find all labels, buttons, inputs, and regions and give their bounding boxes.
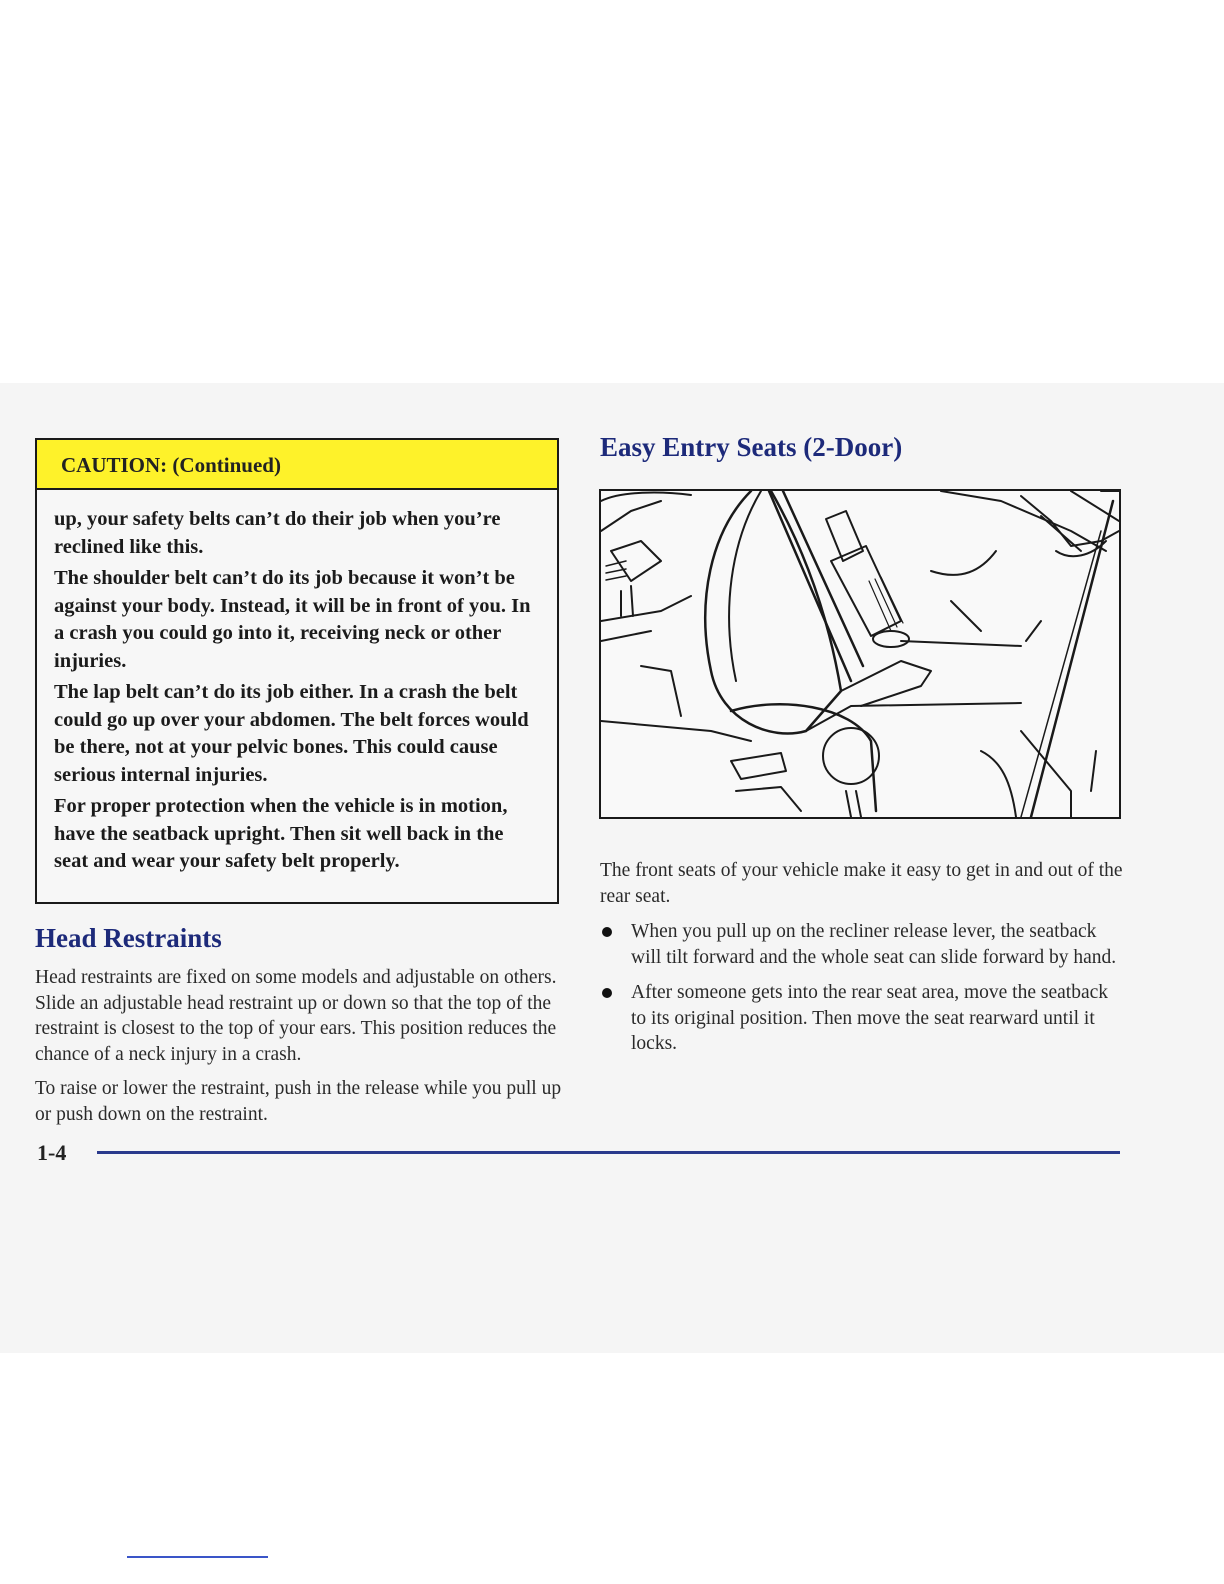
caution-box: [35, 438, 559, 904]
list-item-text: After someone gets into the rear seat area, move the seatback to its original position. Then move the seat rearward until it locks.: [631, 982, 1108, 1054]
caution-header: CAUTION: (Continued): [37, 440, 557, 490]
bullet-icon: [602, 927, 612, 937]
list-item: [600, 919, 1125, 970]
easy-entry-list: [600, 919, 1125, 1057]
seat-line-drawing: [601, 491, 1119, 817]
bottom-link-rule: [127, 1556, 268, 1558]
footer-rule: [97, 1151, 1120, 1154]
caution-body: [37, 490, 557, 876]
head-restraints-paragraph: Head restraints are fixed on some models and adjustable on others. Slide an adjustable head restraint up or down so that the top of the restraint is closest to the top of your ears. This position reduces the chance of a neck injury in a crash.: [35, 967, 557, 1065]
caution-paragraph: The shoulder belt can’t do its job because it won’t be against your body. Instead, it will be in front of you. In a crash you could go into it, receiving neck or other injuries.: [54, 567, 531, 672]
caution-paragraph: For proper protection when the vehicle is in motion, have the seatback upright. Then sit well back in the seat and wear your safety belt properly.: [54, 795, 508, 872]
head-restraints-paragraph: To raise or lower the restraint, push in the release while you pull up or push down on the restraint.: [35, 1078, 562, 1125]
list-item: [600, 980, 1125, 1057]
caution-paragraph: The lap belt can’t do its job either. In a crash the belt could go up over your abdomen. The belt forces would be there, not at your pelvic bones. This could cause serious internal injuries.: [54, 681, 529, 786]
list-item-text: When you pull up on the recliner release lever, the seatback will tilt forward and the whole seat can slide forward by hand.: [631, 921, 1117, 968]
head-restraints-text: [35, 965, 563, 1136]
easy-entry-heading: Easy Entry Seats (2-Door): [600, 432, 903, 462]
easy-entry-intro: The front seats of your vehicle make it easy to get in and out of the rear seat.: [600, 860, 1123, 907]
page-number: 1-4: [37, 1140, 67, 1165]
head-restraints-heading: Head Restraints: [35, 923, 222, 953]
caution-paragraph: up, your safety belts can’t do their job when you’re reclined like this.: [54, 508, 501, 558]
easy-entry-text: [600, 858, 1125, 1067]
seat-illustration: [599, 489, 1121, 819]
bullet-icon: [602, 988, 612, 998]
